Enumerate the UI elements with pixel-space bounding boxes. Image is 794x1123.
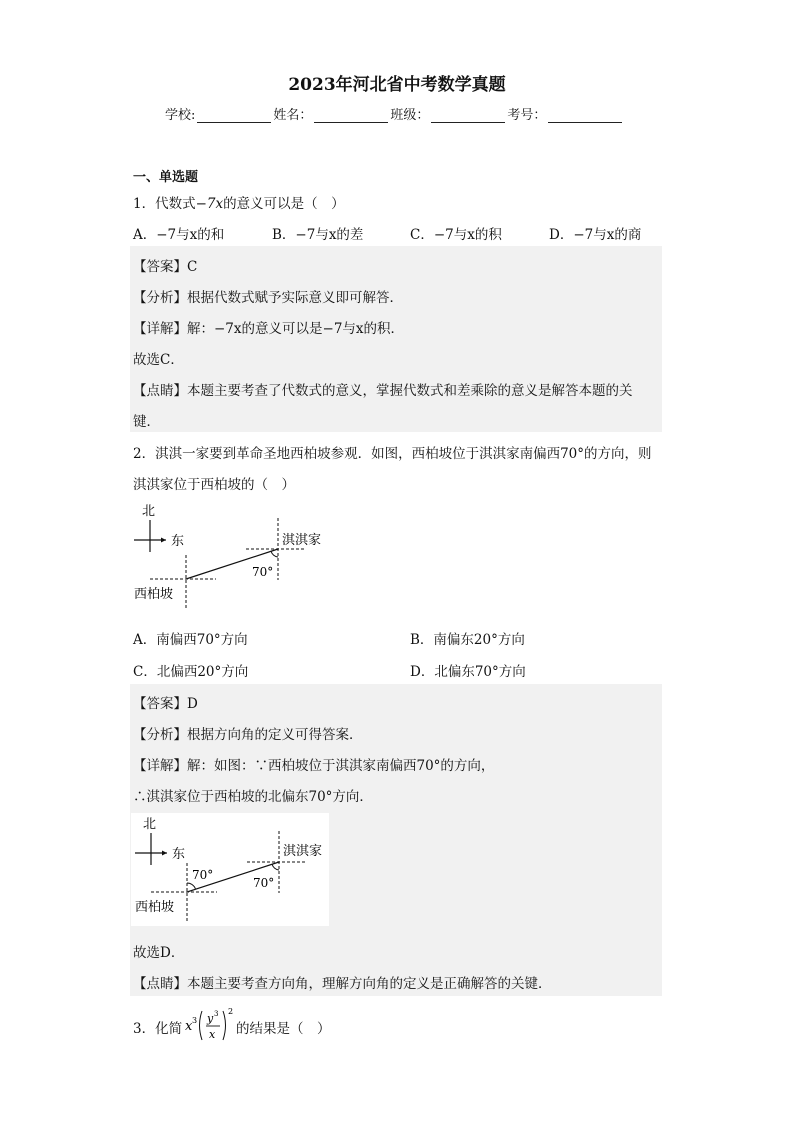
number-blank [548,109,622,123]
q2-comment: 【点睛】本题主要考查方向角，理解方向角的定义是正确解答的关键． [133,976,552,992]
name-label: 姓名： [273,108,313,123]
student-info-line [165,104,624,123]
q2-answer-figure [131,813,329,926]
angle-label-1: 70° [192,868,214,882]
east-label: 东 [171,534,185,549]
q1-analysis: 【分析】根据代数式赋予实际意义即可解答． [133,290,403,306]
q1-stem-pre: 1．代数式 [133,196,196,212]
angle-label: 70° [252,565,274,579]
q2-option-c: C．北偏西20°方向 [133,664,249,680]
number-label: 考号： [507,108,547,123]
q2-stem-line1: 2．淇淇一家要到革命圣地西柏坡参观．如图，西柏坡位于淇淇家南偏西70°的方向，则 [133,446,652,462]
svg-text:x: x [185,1019,193,1034]
page-title: 2023年河北省中考数学真题 [288,75,506,95]
school-blank [197,109,271,123]
q2-detail-line1: 【详解】解：如图：∵西柏坡位于淇淇家南偏西70°的方向， [133,758,495,774]
q1-option-c: C．−7与x的积 [410,227,502,243]
svg-text:y: y [207,1012,214,1025]
north-label: 北 [142,504,156,519]
q1-comment-line2: 键． [133,414,160,430]
xibaipo-label-2: 西柏坡 [135,900,175,915]
q2-choose: 故选D． [133,945,185,961]
q1-answer-block [130,246,662,432]
q1-stem-post: 的意义可以是（ ） [223,196,345,212]
q1-option-d: D．−7与x的商 [549,227,642,243]
q1-comment-line1: 【点睛】本题主要考查了代数式的意义，掌握代数式和差乘除的意义是解答本题的关 [133,383,633,399]
north-label-2: 北 [143,817,157,832]
q2-detail-line2: ∴淇淇家位于西柏坡的北偏东70°方向． [133,789,373,805]
q2-option-d: D．北偏东70°方向 [410,664,526,680]
q2-stem-line2: 淇淇家位于西柏坡的（ ） [133,477,295,493]
q3-stem-post: 的结果是（ ） [236,1021,331,1037]
q1-detail: 【详解】解：−7x的意义可以是−7与x的积． [133,321,405,337]
q1-answer: 【答案】C [133,259,198,275]
class-label: 班级： [390,108,430,123]
q1-option-a: A．−7与x的和 [133,227,225,243]
q1-option-b: B．−7与x的差 [272,227,364,243]
home-label-2: 淇淇家 [283,844,323,859]
svg-text:2: 2 [228,1007,234,1016]
east-arrow-head [161,538,166,543]
q3-expression [184,1006,236,1046]
q2-option-b: B．南偏东20°方向 [410,632,525,648]
svg-text:3: 3 [192,1016,198,1025]
svg-text:x: x [209,1028,216,1041]
q2-option-a: A．南偏西70°方向 [133,632,248,648]
angle-label-2: 70° [253,876,275,890]
name-blank [314,109,388,123]
q3-stem-pre: 3．化简 [133,1021,183,1037]
school-label: 学校: [165,108,196,123]
east-label-2: 东 [172,847,186,862]
class-blank [431,109,505,123]
xibaipo-label: 西柏坡 [134,587,174,602]
q1-expr: −7x [195,196,224,212]
section-heading: 一、单选题 [133,170,199,185]
q2-answer: 【答案】D [133,696,198,712]
q2-direction-figure [130,500,340,618]
q1-choose: 故选C． [133,352,184,368]
q1-stem [133,192,345,212]
angle-arc [271,551,278,557]
home-label: 淇淇家 [282,533,322,548]
q2-analysis: 【分析】根据方向角的定义可得答案． [133,727,363,743]
svg-text:3: 3 [214,1010,219,1018]
